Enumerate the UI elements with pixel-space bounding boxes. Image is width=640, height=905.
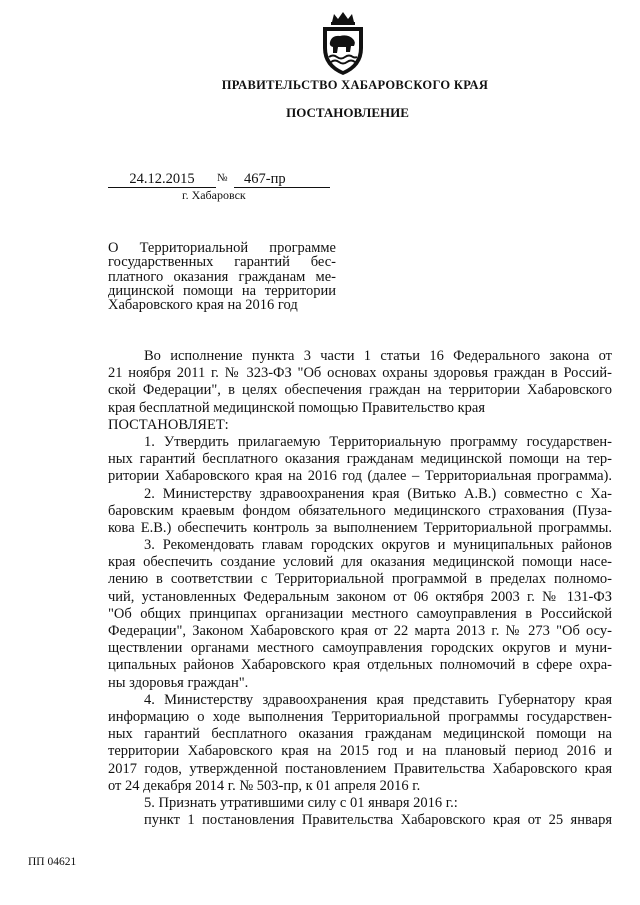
number-sign: № [217, 172, 228, 184]
body-line: от 24 декабря 2014 г. № 503-пр, к 01 апреля 2016 г. [108, 777, 421, 794]
body-line: ных гарантий бесплатного оказания гражданам медицинской помощи на тер- [108, 451, 612, 468]
body-line: ны здоровья граждан". [108, 674, 249, 691]
government-title: ПРАВИТЕЛЬСТВО ХАБАРОВСКОГО КРАЯ [221, 78, 489, 92]
body-line: 3. Рекомендовать главам городских округов и муниципальных районов [144, 537, 612, 554]
body-line: 2017 годов, утвержденной постановлением Правительства Хабаровского края [108, 760, 612, 777]
body-line: информацию о ходе выполнения Территориальной программы государствен- [108, 708, 612, 725]
body-line: "Об общих принципах организации местного самоуправления в Российской [108, 605, 612, 622]
subject-line: государственных гарантий бес- [108, 254, 336, 271]
body-line: края обеспечить создание условий для оказания медицинской помощи насе- [108, 554, 612, 571]
body-line: 5. Признать утратившими силу с 01 января 2016 г.: [144, 794, 458, 811]
coat-of-arms-icon [318, 12, 368, 76]
body-line: чий, установленных Федеральным законом от 06 октября 2003 г. № 131-ФЗ [108, 588, 612, 605]
body-line: 21 ноября 2011 г. № 323-ФЗ "Об основах охраны здоровья граждан в Россий- [108, 365, 612, 382]
body-line: ных гарантий бесплатного оказания гражданам медицинской помощи на [108, 726, 612, 743]
document-number: 467-пр [234, 171, 330, 188]
body-line: 1. Утвердить прилагаемую Территориальную программу государствен- [144, 433, 612, 450]
subject-line: О Территориальной программе [108, 240, 336, 256]
document-subject [108, 241, 336, 312]
document-type: ПОСТАНОВЛЕНИЕ [286, 105, 409, 120]
body-line: ципальных районов Хабаровского края отдельных полномочий в сфере охра- [108, 657, 612, 674]
body-line: ритории Хабаровского края на 2016 год (далее – Территориальная программа). [108, 468, 612, 485]
body-line: края бесплатной медицинской помощью Правительство края [108, 399, 486, 416]
city-label: г. Хабаровск [182, 188, 246, 202]
body-line: баровским краевым фондом обязательного медицинского страхования (Пуза- [108, 502, 612, 519]
document-code: ПП 04621 [28, 856, 77, 868]
resolution-heading: ПОСТАНОВЛЯЕТ: [108, 416, 229, 433]
subject-line: Хабаровского края на 2016 год [108, 297, 298, 314]
body-line: 4. Министерству здравоохранения края представить Губернатору края [144, 691, 612, 708]
body-line: территории Хабаровского края на 2015 год и на плановый период 2016 и [108, 743, 612, 760]
body-line: Во исполнение пункта 3 части 1 статьи 16 Федерального закона от [144, 348, 612, 364]
body-line: ществлении органами местного самоуправления городских округов и муни- [108, 640, 612, 657]
body-line: Федерации", Законом Хабаровского края от 22 марта 2013 г. № 273 "Об осу- [108, 623, 612, 639]
document-body [108, 348, 612, 829]
body-line: лению в соответствии с Территориальной программой в пределах полномо- [108, 571, 612, 588]
subject-line: дицинской помощи на территории [108, 282, 336, 299]
body-line: пункт 1 постановления Правительства Хабаровского края от 25 января [144, 812, 612, 829]
body-line: ской Федерации", в целях обеспечения граждан на территории Хабаровского [108, 382, 612, 399]
document-date: 24.12.2015 [108, 171, 216, 188]
body-line: 2. Министерству здравоохранения края (Витько А.В.) совместно с Ха- [144, 485, 612, 502]
body-line: кова Е.В.) обеспечить контроль за выполнением Территориальной программы. [108, 519, 612, 536]
subject-line: платного оказания гражданам ме- [108, 268, 336, 285]
